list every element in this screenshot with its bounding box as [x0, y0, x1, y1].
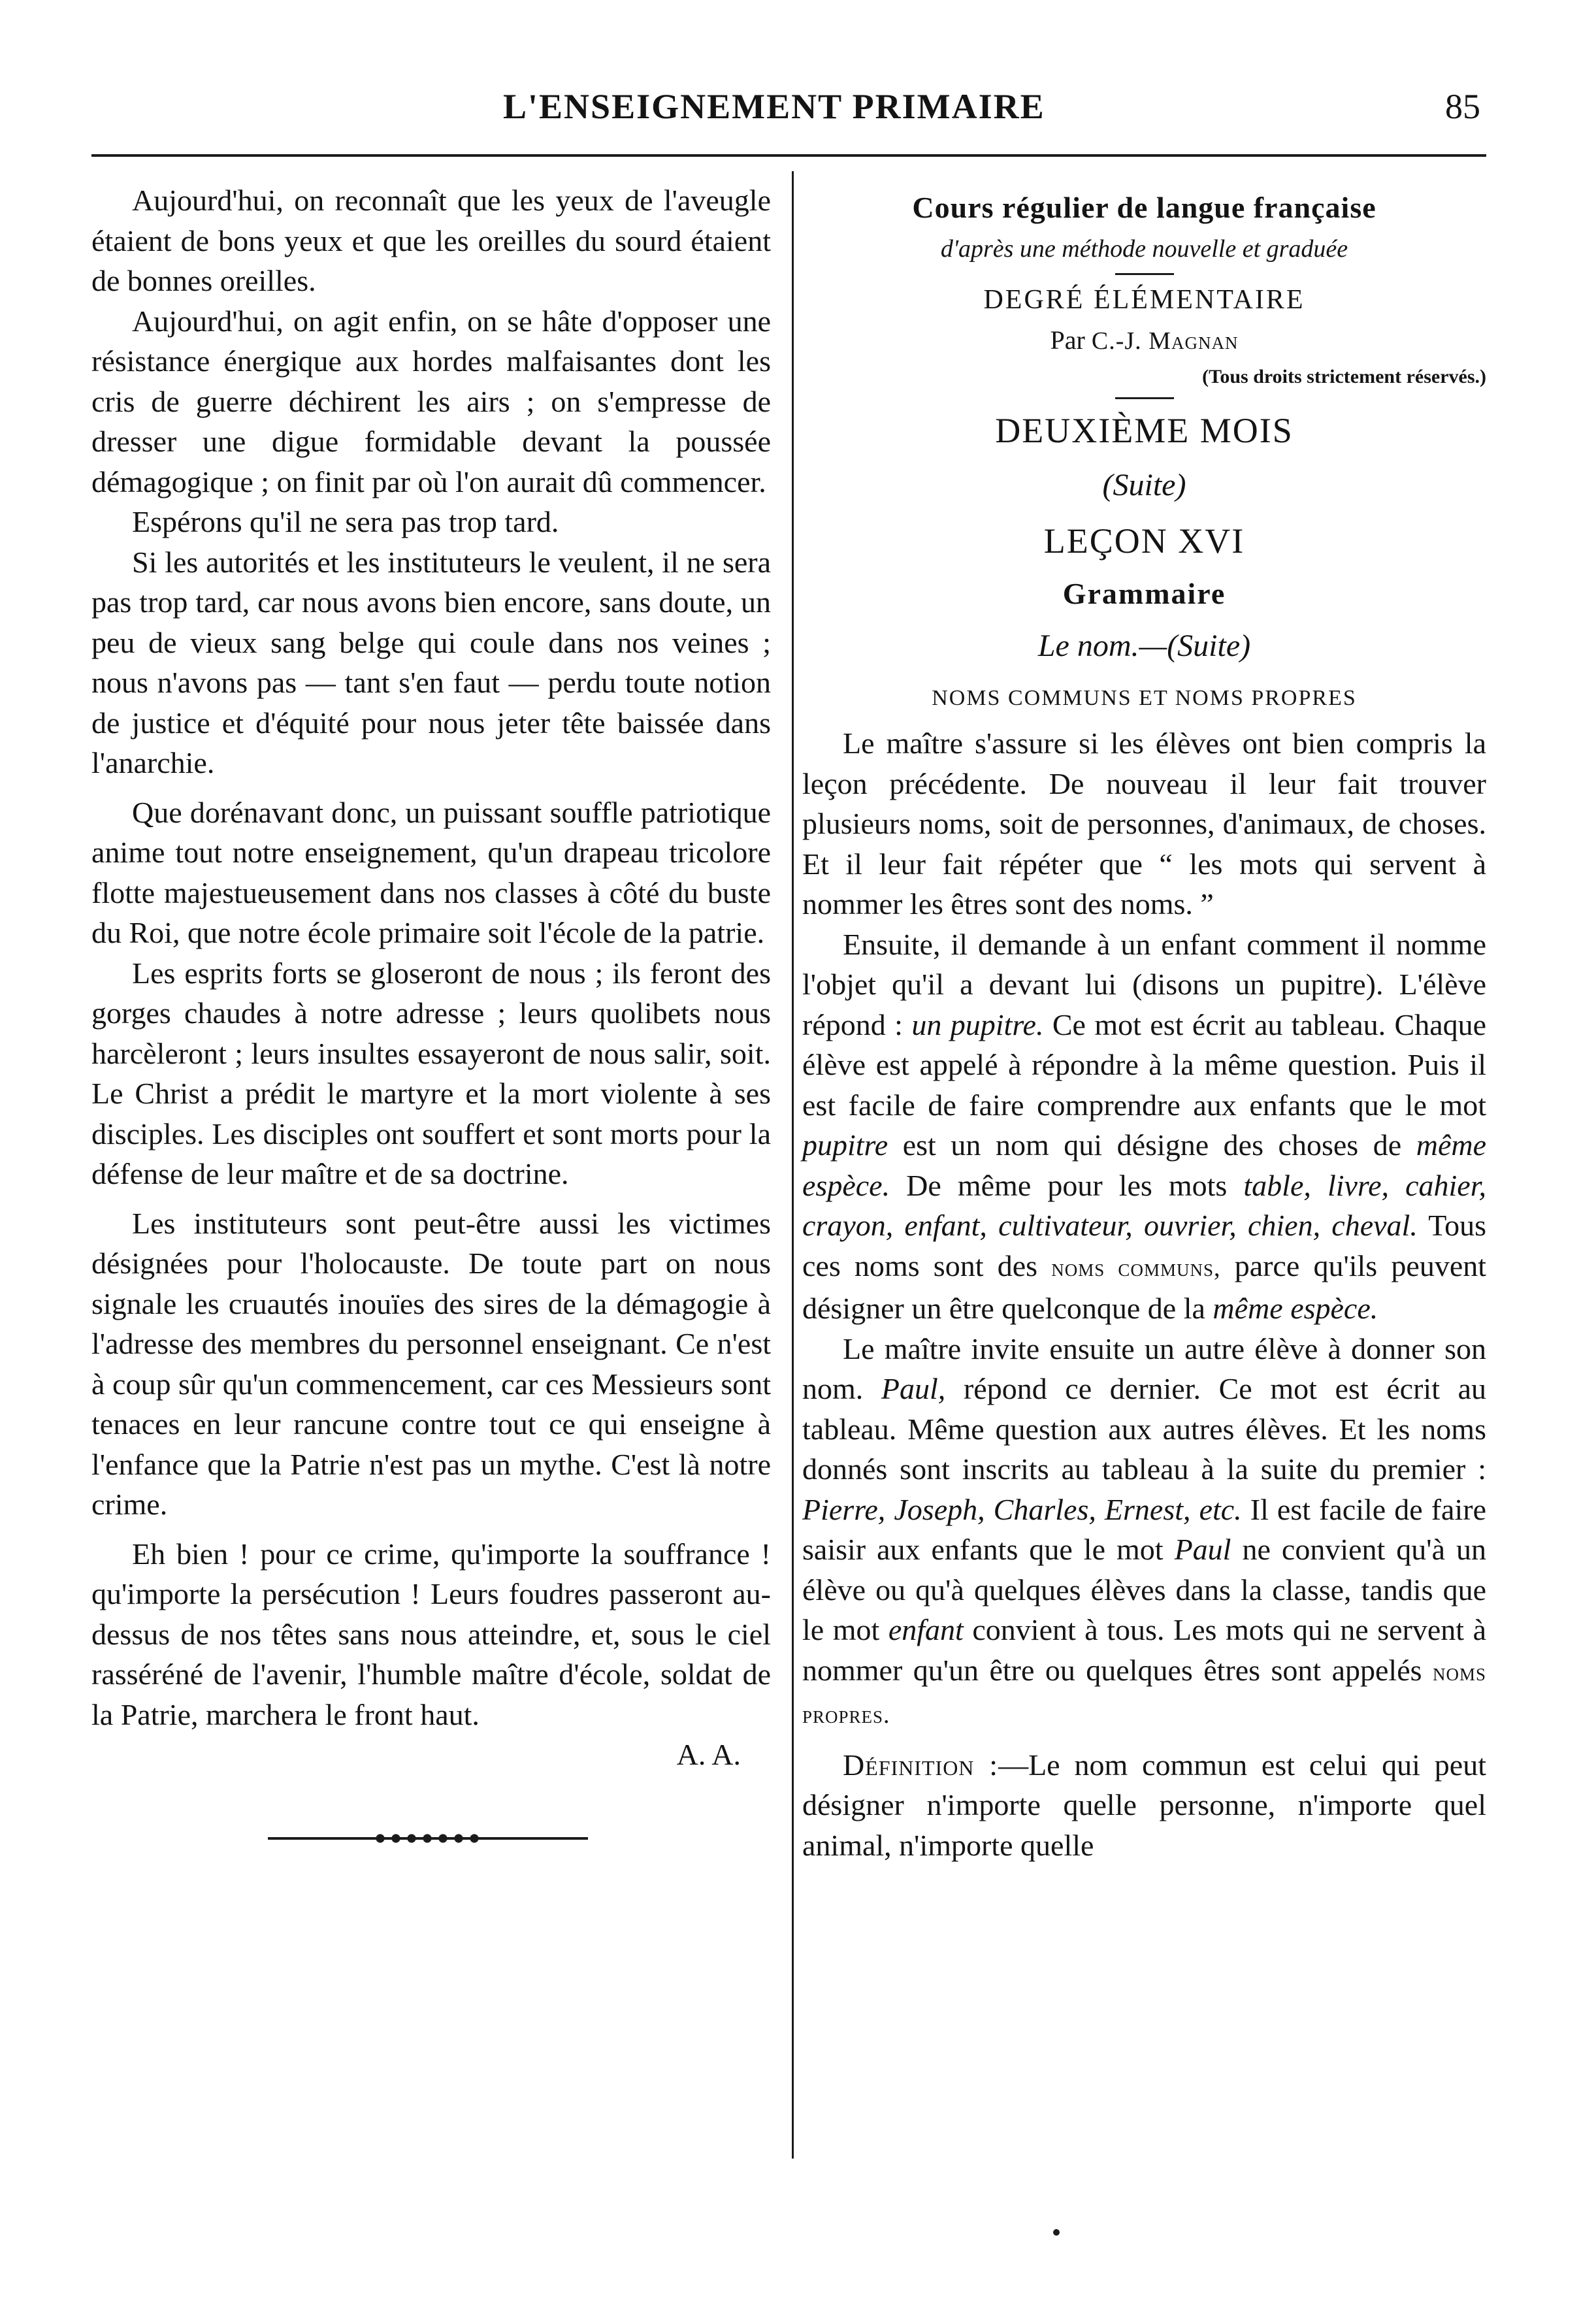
degree-heading: DEGRÉ ÉLÉMENTAIRE [983, 285, 1305, 315]
right-column [802, 187, 1486, 1865]
divider-rule [1115, 273, 1174, 275]
divider-rule [1115, 397, 1174, 399]
topic-heading: Le nom.—(Suite) [1037, 628, 1251, 663]
definition-paragraph [802, 1745, 1486, 1866]
journal-title: L'ENSEIGNEMENT PRIMAIRE [503, 87, 1045, 126]
paragraph: Si les autorités et les instituteurs le veulent, il ne sera pas trop tard, car nous avons bien encore, sans doute, un peu de vieux sang belge qui coule dans nos veines ; nous n'avons pas — tant s'en faut — perdu toute notion de justice et d'équité pour nous jeter tête baissée dans l'anarchie. [91, 545, 771, 779]
paragraph: Aujourd'hui, on agit enfin, on se hâte d'opposer une résistance énergique aux hordes malfaisantes dont les cris de guerre déchirent les airs ; on s'empresse de dresser une digue formidable devant la poussée démagogique ; on finit par où l'on aurait dû commencer. [91, 304, 771, 498]
definition-label: Définition : [843, 1748, 999, 1782]
left-column [91, 180, 771, 1843]
paragraph: Aujourd'hui, on reconnaît que les yeux de l'aveugle étaient de bons yeux et que les oreilles du sourd étaient de bonnes oreilles. [91, 184, 771, 297]
author-name: C.-J. Magnan [1091, 327, 1239, 355]
paragraph: Espérons qu'il ne sera pas trop tard. [132, 505, 559, 538]
paragraph: Les instituteurs sont peut-être aussi les victimes désignées pour l'holocauste. De toute part on nous signale les cruautés inouïes des sires de la démagogie à l'adresse des membres du personnel enseignant. Ce n'est à coup sûr qu'un commencement, car ces Messieurs sont tenaces en leur rancune contre tout ce qui enseigne à l'enfance que la Patrie n'est pas un mythe. C'est là notre crime. [91, 1206, 771, 1521]
paragraph: Que dorénavant donc, un puissant souffle patriotique anime tout notre enseignement, qu'un drapeau tricolore flotte majestueusement dans nos classes à côté du buste du Roi, que notre école primaire soit l'école de la patrie. [91, 795, 771, 949]
lesson-heading: LEÇON XVI [1043, 521, 1245, 561]
section-heading: NOMS COMMUNS ET NOMS PROPRES [932, 686, 1357, 710]
month-suite: (Suite) [1102, 468, 1186, 502]
definition-text: —Le nom commun est celui qui peut désigner n'importe quelle personne, n'importe quel animal, n'importe quelle [802, 1748, 1487, 1862]
month-heading: DEUXIÈME MOIS [995, 411, 1294, 450]
paragraph: Le maître invite ensuite un autre élève à donner son nom. Paul, répond ce dernier. Ce mot est écrit au tableau. Même question aux autres élèves. Et les noms donnés sont inscrits au tableau à la suite du premier : Pierre, Joseph, Charles, Ernest, etc. Il est facile de faire saisir aux enfants que le mot Paul ne convient qu'à un élève ou qu'à quelques élèves dans la classe, tandis que le mot enfant convient à tous. Les mots qui ne servent à nommer qu'un être ou quelques êtres sont appelés noms propres. [802, 1331, 1487, 1729]
column-divider [792, 171, 794, 2159]
paragraph: Les esprits forts se gloseront de nous ; ils feront des gorges chaudes à notre adresse ; leurs quolibets nous harcèleront ; leurs insultes essayeront de nous salir, soit. Le Christ a prédit le martyre et la mort violente à ses disciples. Les disciples ont souffert et sont morts pour la défense de leur maître et de sa doctrine. [91, 956, 771, 1190]
page-number: 85 [1445, 87, 1480, 126]
method-subtitle: d'après une méthode nouvelle et graduée [940, 235, 1348, 263]
course-title: Cours régulier de langue française [912, 191, 1376, 224]
signature: A. A. [676, 1738, 741, 1771]
tailpiece-ornament [268, 1834, 588, 1843]
running-head [0, 84, 1596, 136]
author-prefix: Par [1050, 325, 1085, 355]
subject-heading: Grammaire [1062, 577, 1226, 610]
paragraph: Ensuite, il demande à un enfant comment il nomme l'objet qu'il a devant lui (disons un pupitre). L'élève répond : un pupitre. Ce mot est écrit au tableau. Chaque élève est appelé à répondre à la même question. Puis il est facile de faire comprendre aux enfants que le mot pupitre est un nom qui désigne des choses de même espèce. De même pour les mots table, livre, cahier, crayon, enfant, cultivateur, ouvrier, chien, cheval. Tous ces noms sont des noms communs, parce qu'ils peuvent désigner un être quelconque de la même espèce. [802, 927, 1487, 1325]
rights-notice: (Tous droits strictement réservés.) [1202, 366, 1486, 387]
paragraph: Eh bien ! pour ce crime, qu'importe la souffrance ! qu'importe la persécution ! Leurs foudres passeront au-dessus de nos têtes sans nous atteindre, et, sous le ciel rasséréné de l'avenir, l'humble maître d'école, soldat de la Patrie, marchera le front haut. [91, 1537, 771, 1731]
paragraph: Le maître s'assure si les élèves ont bien compris la leçon précédente. De nouveau il leur fait trouver plusieurs noms, soit de personnes, d'animaux, de choses. Et il leur fait répéter que “ les mots qui servent à nommer les êtres sont des noms. ” [802, 726, 1486, 921]
bottom-dot [1053, 2229, 1060, 2236]
header-rule [91, 154, 1486, 157]
author-line [802, 321, 1486, 361]
